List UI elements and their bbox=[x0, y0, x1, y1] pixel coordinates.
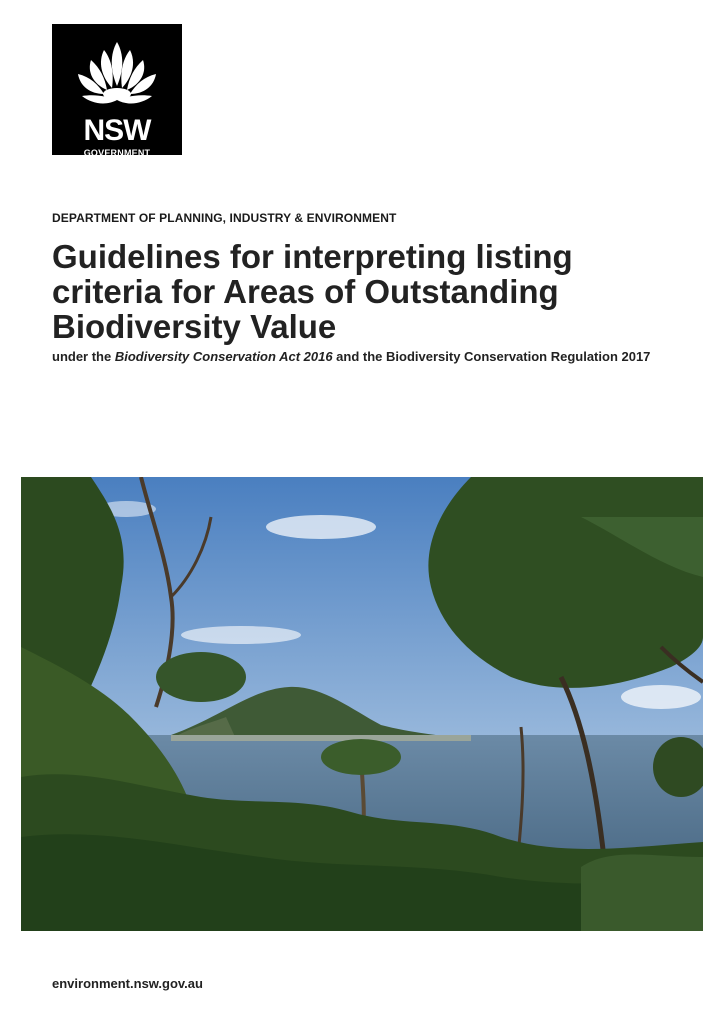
document-subtitle bbox=[52, 348, 652, 365]
coastal-landscape-image bbox=[21, 477, 703, 931]
logo-government-text: GOVERNMENT bbox=[83, 148, 151, 158]
logo-nsw-text: NSW bbox=[83, 114, 151, 147]
nsw-government-logo bbox=[52, 24, 182, 158]
subtitle-suffix: and the Biodiversity Conservation Regulation 2017 bbox=[332, 349, 651, 364]
department-name: DEPARTMENT OF PLANNING, INDUSTRY & ENVIRONMENT bbox=[52, 211, 397, 225]
waratah-flower-icon bbox=[52, 24, 182, 116]
document-title: Guidelines for interpreting listing criteria for Areas of Outstanding Biodiversity Value bbox=[52, 238, 573, 345]
subtitle-prefix: under the bbox=[52, 349, 115, 364]
subtitle-act-name: Biodiversity Conservation Act 2016 bbox=[114, 349, 333, 364]
footer-website[interactable]: environment.nsw.gov.au bbox=[52, 976, 203, 991]
cover-photo bbox=[21, 477, 703, 931]
